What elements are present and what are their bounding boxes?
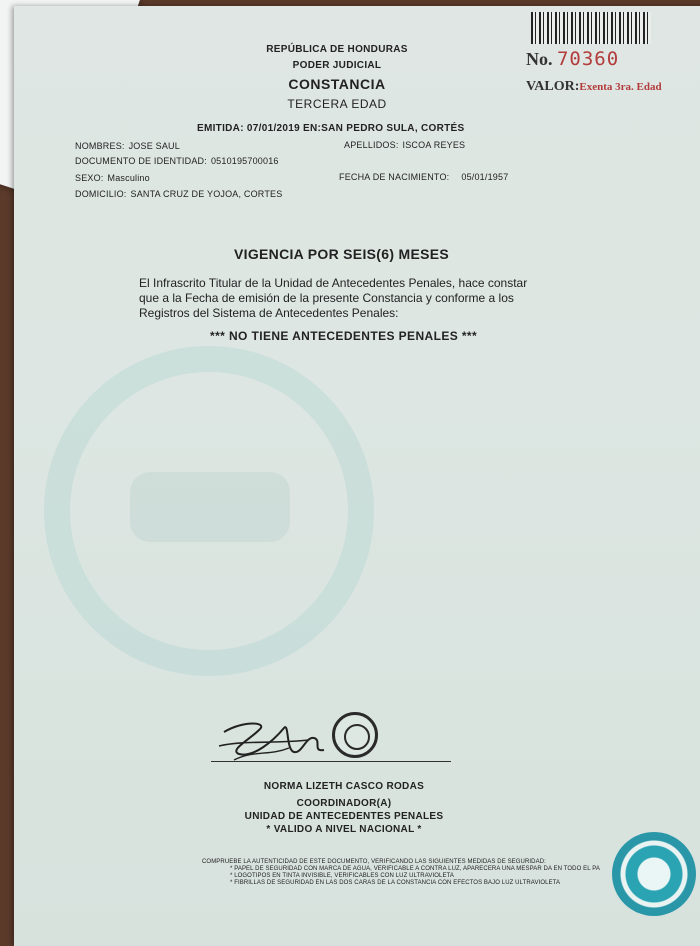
sexo-label: SEXO: [75, 173, 104, 183]
domicilio-value: SANTA CRUZ DE YOJOA, CORTES [130, 189, 283, 199]
certificate-page [14, 6, 700, 946]
security-footer [202, 859, 600, 887]
nacimiento-label: FECHA DE NACIMIENTO: [339, 172, 450, 182]
official-stamp-icon [332, 712, 378, 758]
field-documento [75, 156, 279, 166]
valor-row [526, 77, 662, 95]
signatory-block [194, 781, 494, 835]
valor-value: Exenta 3ra. Edad [579, 81, 662, 93]
judicial-power-line: PODER JUDICIAL [292, 60, 382, 71]
nombres-value: JOSE SAUL [128, 141, 180, 151]
field-nombres [75, 141, 180, 151]
handwritten-signature [214, 710, 334, 766]
republic-line: REPÚBLICA DE HONDURAS [266, 44, 408, 55]
footer-line-3: * LOGOTIPOS EN TINTA INVISIBLE, VERIFICABLES CON LUZ ULTRAVIOLETA [230, 873, 454, 879]
documento-label: DOCUMENTO DE IDENTIDAD: [75, 156, 207, 166]
certification-line-3: Registros del Sistema de Antecedentes Penales: [139, 306, 399, 320]
apellidos-value: ISCOA REYES [402, 140, 466, 150]
footer-line-1: COMPRUEBE LA AUTENTICIDAD DE ESTE DOCUMENTO, VERIFICANDO LAS SIGUIENTES MEDIDAS DE SEGURIDAD: [202, 859, 546, 865]
document-subtitle: TERCERA EDAD [287, 97, 387, 111]
sexo-value: Masculino [107, 173, 150, 183]
document-header [207, 44, 467, 111]
signatory-name: NORMA LIZETH CASCO RODAS [263, 781, 425, 792]
domicilio-label: DOMICILIO: [75, 189, 127, 199]
documento-value: 0510195700016 [210, 156, 279, 166]
nacimiento-value: 05/01/1957 [461, 172, 509, 182]
certification-line-1: El Infrascrito Titular de la Unidad de Antecedentes Penales, hace constar [139, 276, 528, 290]
signature-line [211, 761, 451, 762]
valor-label: VALOR: [526, 79, 580, 94]
barcode [531, 12, 651, 44]
footer-line-4: * FIBRILLAS DE SEGURIDAD EN LAS DOS CARAS DE LA CONSTANCIA CON EFECTOS BAJO LUZ ULTRAVIOLETA [230, 880, 561, 886]
field-domicilio [75, 189, 282, 199]
serial-label: No. [526, 49, 553, 69]
signatory-role: COORDINADOR(A) [296, 798, 392, 809]
signatory-unit: UNIDAD DE ANTECEDENTES PENALES [244, 811, 444, 822]
nombres-label: NOMBRES: [75, 141, 125, 151]
judicial-seal-icon [612, 832, 696, 916]
validity-note: * VALIDO A NIVEL NACIONAL * [266, 824, 422, 835]
field-sexo [75, 173, 150, 183]
result-statement: *** NO TIENE ANTECEDENTES PENALES *** [210, 329, 478, 343]
validity-heading: VIGENCIA POR SEIS(6) MESES [234, 246, 449, 262]
serial-value: 70360 [556, 48, 620, 70]
footer-line-2: * PAPEL DE SEGURIDAD CON MARCA DE AGUA, VERIFICABLE A CONTRA LUZ, APARECERA UNA MESPAR DA EN TODO EL PA [230, 866, 600, 872]
certification-text [139, 276, 609, 321]
serial-number [526, 48, 619, 70]
emission-line: EMITIDA: 07/01/2019 EN:SAN PEDRO SULA, CORTÉS [197, 123, 465, 134]
certification-line-2: que a la Fecha de emisión de la presente Constancia y conforme a los [139, 291, 514, 305]
document-title: CONSTANCIA [288, 76, 386, 92]
watermark-seal-icon [44, 346, 374, 676]
apellidos-label: APELLIDOS: [344, 140, 399, 150]
field-apellidos [344, 140, 465, 150]
field-nacimiento [339, 172, 508, 182]
